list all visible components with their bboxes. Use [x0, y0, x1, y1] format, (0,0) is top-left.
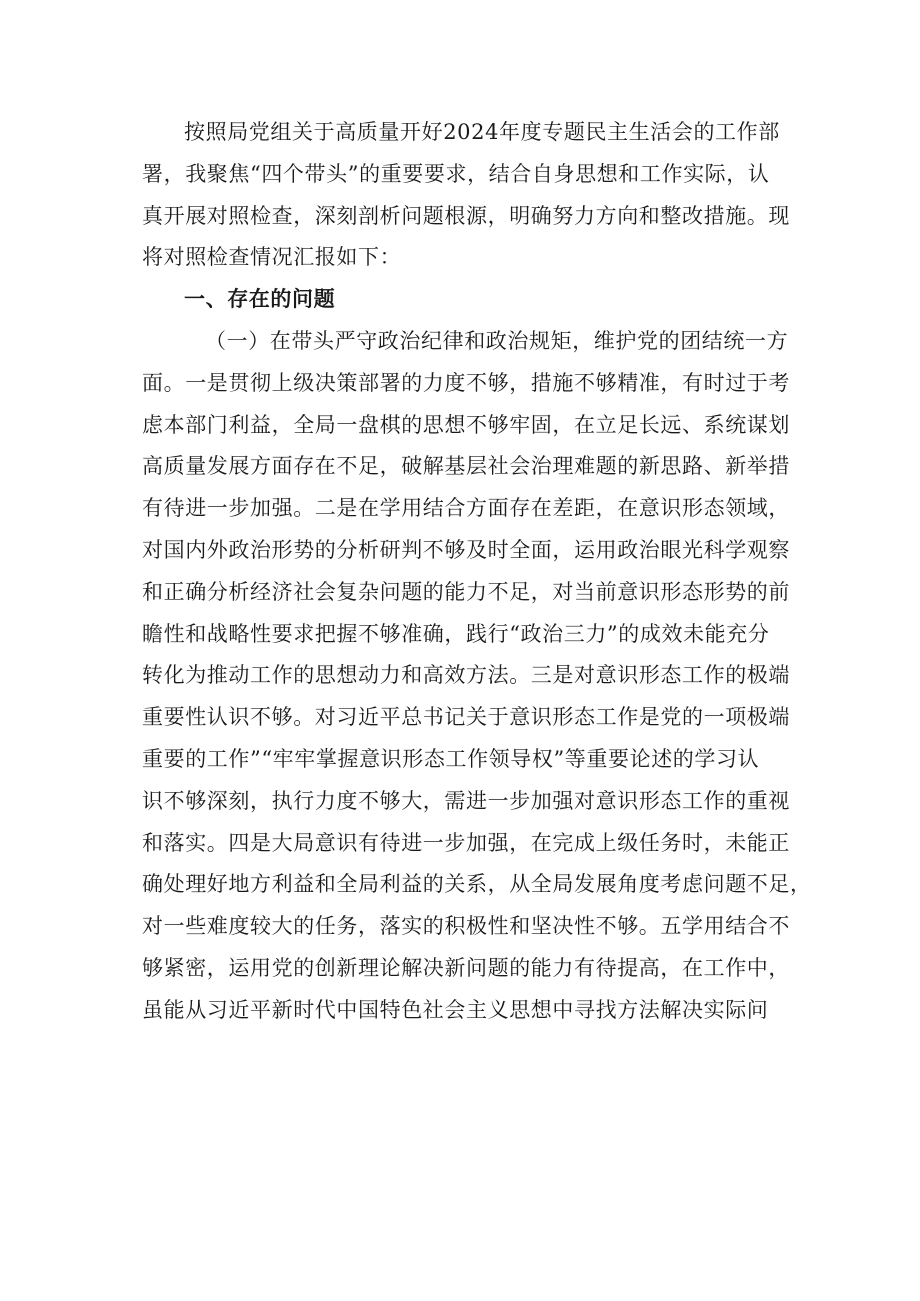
body-line: 虑本部门利益，全局一盘棋的思想不够牢固，在立足长远、系统谋划	[142, 412, 790, 437]
intro-paragraph	[142, 112, 790, 279]
body-line: 转化为推动工作的思想动力和高效方法。三是对意识形态工作的极端	[142, 663, 790, 688]
body-line: 高质量发展方面存在不足，破解基层社会治理难题的新思路、新举措	[142, 454, 790, 479]
body-line: 重要的工作”“牢牢掌握意识形态工作领导权”等重要论述的学习认	[142, 746, 760, 771]
body-line: 确处理好地方利益和全局利益的关系，从全局发展角度考虑问题不足，	[142, 872, 812, 897]
body-line: 和正确分析经济社会复杂问题的能力不足，对当前意识形态形势的前	[142, 579, 790, 604]
body-line: （一）在带头严守政治纪律和政治规矩，维护党的团结统一方	[205, 328, 789, 353]
section-heading: 一、存在的问题	[184, 287, 336, 312]
body-line: 识不够深刻，执行力度不够大，需进一步加强对意识形态工作的重视	[142, 788, 790, 813]
body-line: 对一些难度较大的任务，落实的积极性和坚决性不够。五学用结合不	[142, 914, 790, 939]
body-line: 够紧密，运用党的创新理论解决新问题的能力有待提高，在工作中，	[142, 955, 790, 980]
body-line: 面。一是贯彻上级决策部署的力度不够，措施不够精准，有时过于考	[142, 370, 790, 395]
intro-line: 真开展对照检查，深刻剖析问题根源，明确努力方向和整改措施。现	[142, 203, 790, 228]
intro-line: 按照局党组关于高质量开好2024年度专题民主生活会的工作部	[184, 120, 780, 144]
body-line: 重要性认识不够。对习近平总书记关于意识形态工作是党的一项极端	[142, 705, 790, 730]
body-line: 对国内外政治形势的分析研判不够及时全面，运用政治眼光科学观察	[142, 537, 790, 562]
body-line: 和落实。四是大局意识有待进一步加强，在完成上级任务时，未能正	[142, 830, 790, 855]
section-paragraph	[142, 321, 812, 1032]
body-line: 虽能从习近平新时代中国特色社会主义思想中寻找方法解决实际问	[142, 997, 769, 1022]
document-body	[142, 112, 812, 1032]
body-line: 有待进一步加强。二是在学用结合方面存在差距，在意识形态领域，	[142, 496, 790, 521]
intro-line: 署，我聚焦“四个带头”的重要要求，结合自身思想和工作实际，认	[142, 161, 770, 186]
body-line: 瞻性和战略性要求把握不够准确，践行“政治三力”的成效未能充分	[142, 621, 770, 646]
intro-line: 将对照检查情况汇报如下：	[142, 245, 402, 270]
